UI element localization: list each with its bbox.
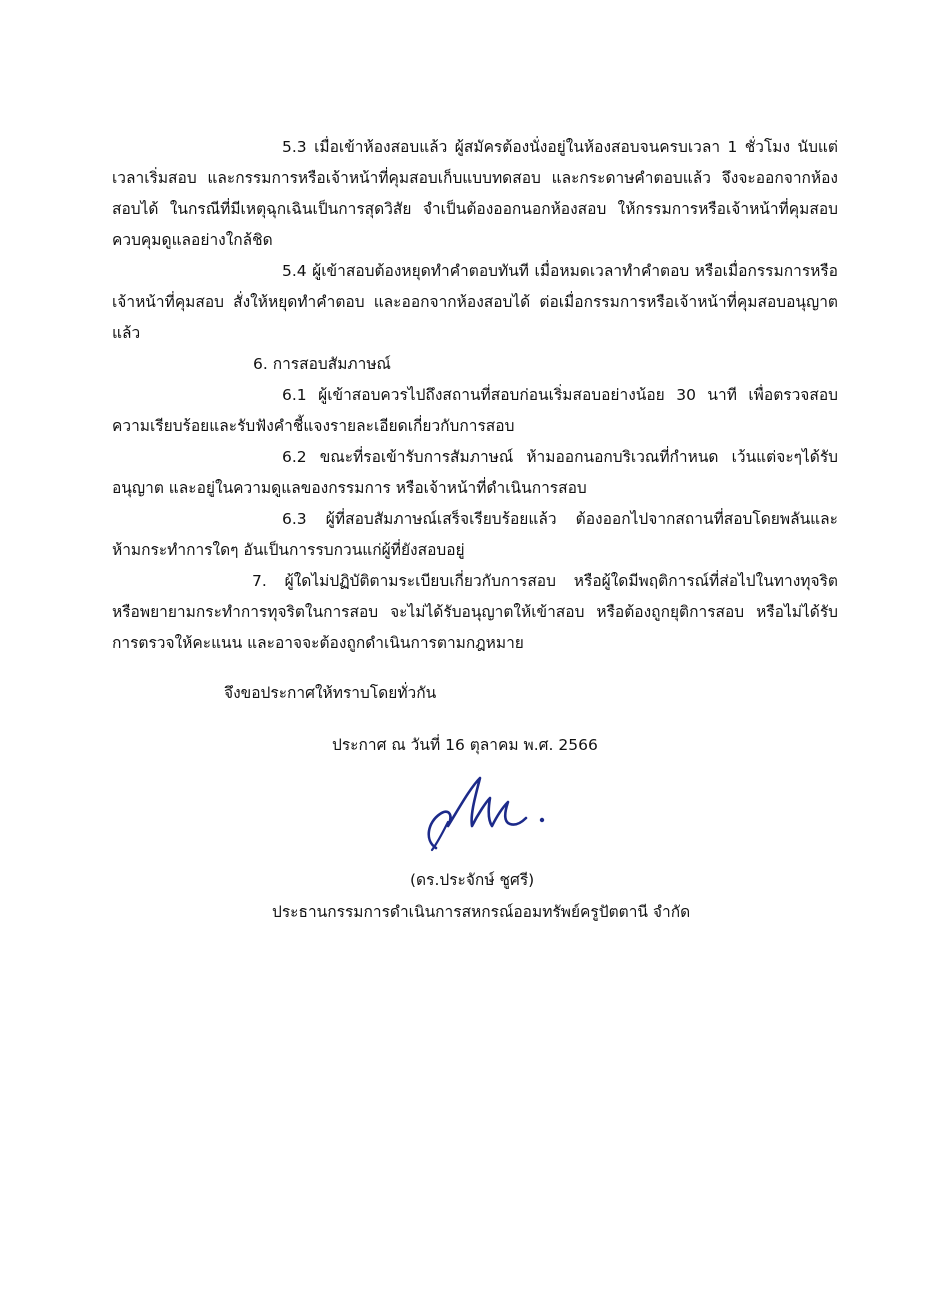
- closing-notice: จึงขอประกาศให้ทราบโดยทั่วกัน: [224, 684, 437, 702]
- clause-5-3: 5.3 เมื่อเข้าห้องสอบแล้ว ผู้สมัครต้องนั่งอยู่ในห้องสอบจนครบเวลา 1 ชั่วโมง นับแต่เวลาเริ่มสอบ และกรรมการหรือเจ้าหน้าที่คุมสอบเก็บแบบทดสอบ และกระดาษคำตอบแล้ว จึงจะออกจากห้องสอบได้ ในกรณีที่มีเหตุฉุกเฉินเป็นการสุดวิสัย จำเป็นต้องออกนอกห้องสอบ ให้กรรมการหรือเจ้าหน้าที่คุมสอบ ควบคุมดูแลอย่างใกล้ชิด: [112, 138, 838, 249]
- clause-6-heading: 6. การสอบสัมภาษณ์: [253, 355, 391, 373]
- clause-6-1: 6.1 ผู้เข้าสอบควรไปถึงสถานที่สอบก่อนเริ่มสอบอย่างน้อย 30 นาที เพื่อตรวจสอบความเรียบร้อยและรับฟังคำชี้แจงรายละเอียดเกี่ยวกับการสอบ: [112, 386, 838, 435]
- signer-title: ประธานกรรมการดำเนินการสหกรณ์ออมทรัพย์ครูปัตตานี จำกัด: [272, 903, 691, 921]
- clause-5-4: 5.4 ผู้เข้าสอบต้องหยุดทำคำตอบทันที เมื่อหมดเวลาทำคำตอบ หรือเมื่อกรรมการหรือเจ้าหน้าที่คุมสอบ สั่งให้หยุดทำคำตอบ และออกจากห้องสอบได้ ต่อเมื่อกรรมการหรือเจ้าหน้าที่คุมสอบอนุญาตแล้ว: [112, 262, 838, 342]
- signature-image: [418, 770, 558, 860]
- signer-name: (ดร.ประจักษ์ ชูศรี): [410, 871, 535, 889]
- clause-6-3: 6.3 ผู้ที่สอบสัมภาษณ์เสร็จเรียบร้อยแล้ว ต้องออกไปจากสถานที่สอบโดยพลันและห้ามกระทำการใดๆ อันเป็นการรบกวนแก่ผู้ที่ยังสอบอยู่: [112, 510, 838, 559]
- clause-7: 7. ผู้ใดไม่ปฏิบัติตามระเบียบเกี่ยวกับการสอบ หรือผู้ใดมีพฤติการณ์ที่ส่อไปในทางทุจริตหรือพยายามกระทำการทุจริตในการสอบ จะไม่ได้รับอนุญาตให้เข้าสอบ หรือต้องถูกยุติการสอบ หรือไม่ได้รับการตรวจให้คะแนน และอาจจะต้องถูกดำเนินการตามกฎหมาย: [112, 572, 838, 652]
- announcement-date: ประกาศ ณ วันที่ 16 ตุลาคม พ.ศ. 2566: [332, 736, 598, 754]
- clause-6-2: 6.2 ขณะที่รอเข้ารับการสัมภาษณ์ ห้ามออกนอกบริเวณที่กำหนด เว้นแต่จะๆได้รับอนุญาต และอยู่ในความดูแลของกรรมการ หรือเจ้าหน้าที่ดำเนินการสอบ: [112, 448, 838, 497]
